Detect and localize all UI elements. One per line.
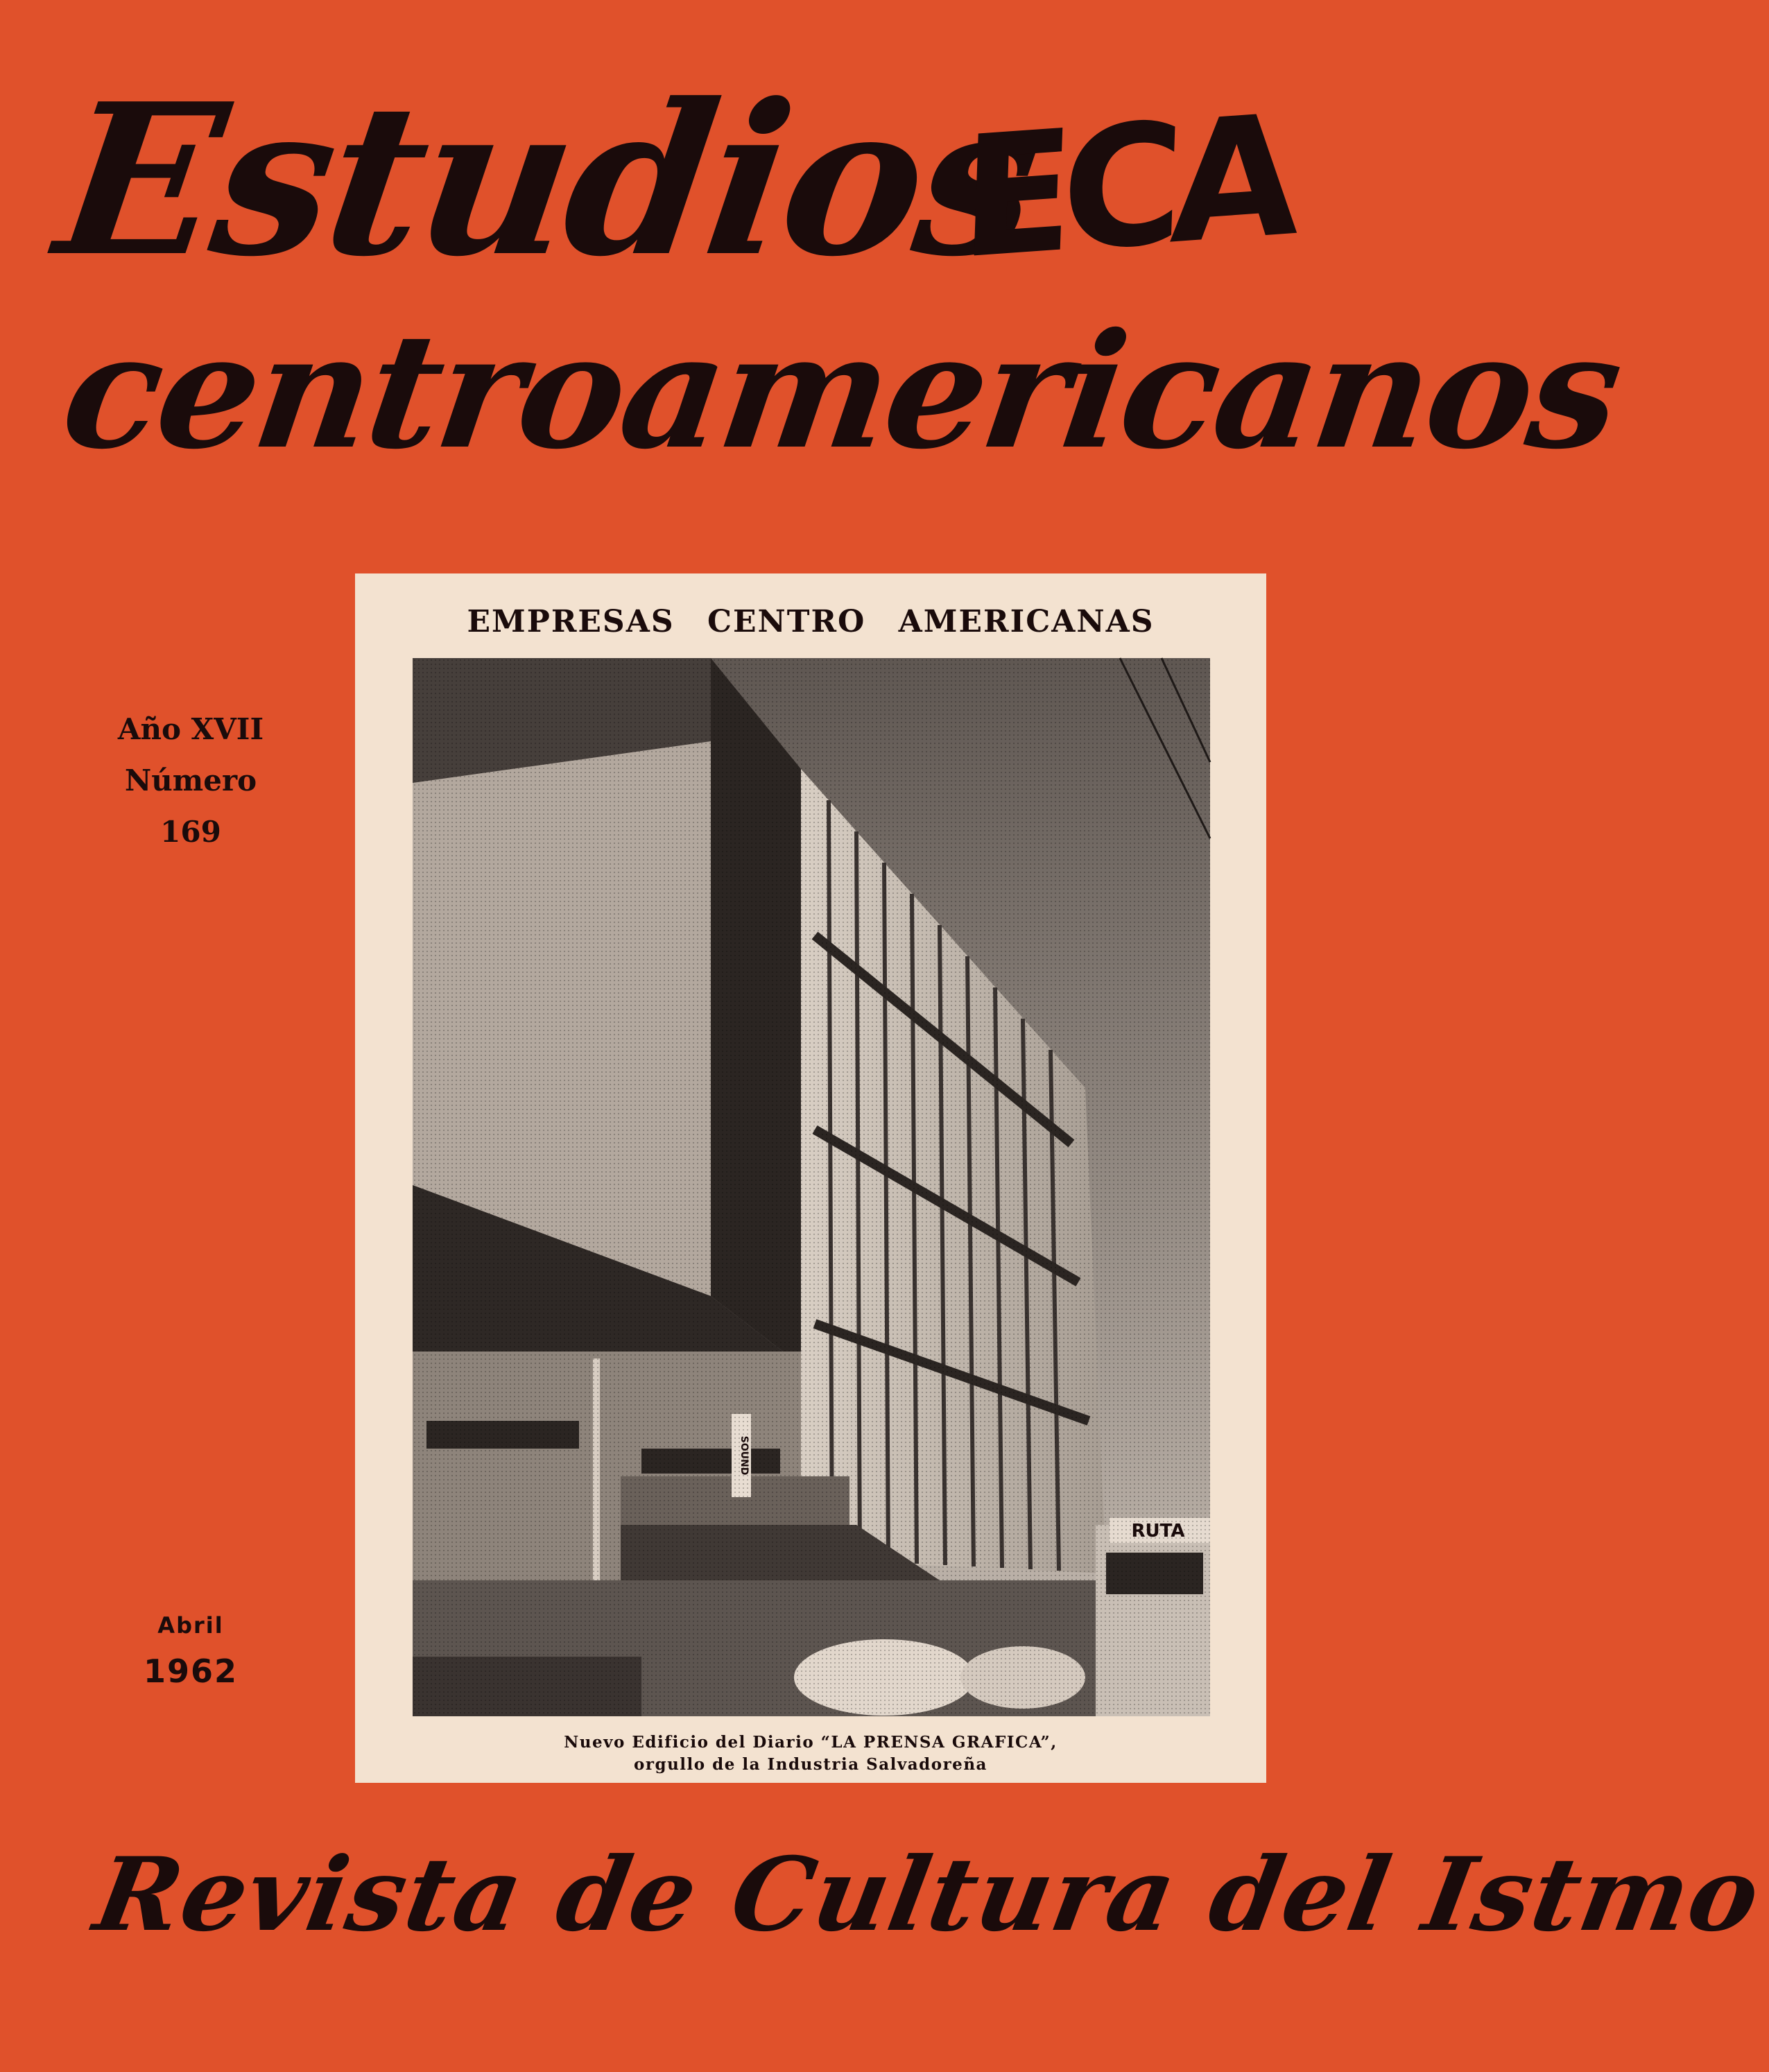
issue-info (69, 704, 312, 858)
eca-logo: ECA (957, 78, 1291, 297)
issue-number-label: Número (124, 763, 257, 797)
feature-heading: EMPRESAS CENTRO AMERICANAS (467, 604, 1155, 639)
issue-month: Abril (157, 1612, 224, 1639)
caption-line1: Nuevo Edificio del Diario “LA PRENSA GRAFICA”, (564, 1733, 1058, 1752)
issue-year-number: 1962 (143, 1652, 239, 1690)
masthead-title-line1: Estudios (45, 58, 1050, 302)
issue-year: Año XVII (117, 712, 264, 746)
building-photo (413, 658, 1210, 1716)
photo-caption (355, 1732, 1266, 1776)
issue-number-value: 169 (160, 815, 221, 849)
masthead-title-line2: centroamericanos (53, 298, 1630, 484)
cover-subtitle: Revista de Cultura del Istmo (87, 1836, 1769, 1954)
building-illustration (413, 658, 1210, 1716)
issue-date (69, 1612, 312, 1690)
feature-card (355, 573, 1266, 1783)
caption-line2: orgullo de la Industria Salvadoreña (634, 1755, 987, 1774)
